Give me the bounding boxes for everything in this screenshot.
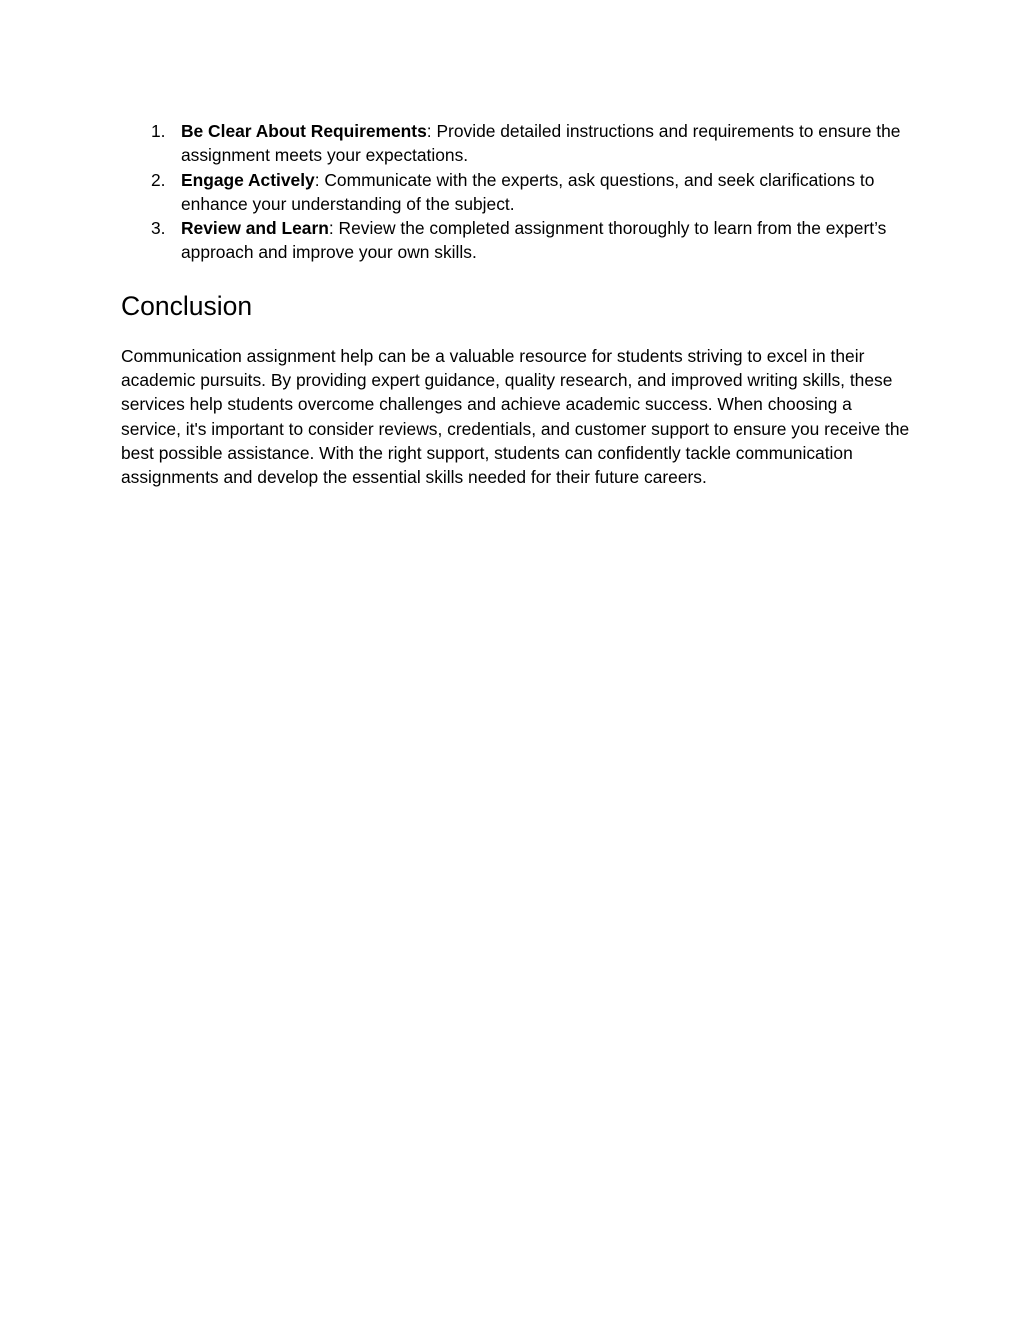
list-item-text: : Communicate with the experts, ask questions, and seek clarifications to enhance your understanding of the subject. — [181, 169, 875, 214]
list-number: 2. — [151, 169, 166, 190]
list-item-term: Be Clear About Requirements — [181, 121, 427, 141]
list-number: 3. — [151, 218, 166, 239]
list-item-text: : Review the completed assignment thoroughly to learn from the expert’s approach and improve your own skills. — [181, 218, 887, 263]
list-item-text: : Provide detailed instructions and requirements to ensure the assignment meets your expectations. — [181, 121, 901, 166]
list-item — [121, 168, 911, 217]
conclusion-heading: Conclusion — [121, 290, 253, 321]
page-content — [121, 119, 911, 490]
list-item-term: Engage Actively — [181, 169, 315, 190]
list-number: 1. — [151, 121, 166, 141]
list-item — [121, 119, 911, 168]
conclusion-paragraph: Communication assignment help can be a valuable resource for students striving to excel in their academic pursuits. By providing expert guidance, quality research, and improved writing skills, these services help students overcome challenges and achieve academic success. When choosing a service, it's important to consider reviews, credentials, and customer support to ensure you receive the best possible assistance. With the right support, students can confidently tackle communication assignments and develop the essential skills needed for their future careers. — [121, 345, 910, 488]
tips-list — [121, 119, 911, 265]
list-item-term: Review and Learn — [181, 218, 329, 239]
list-item — [121, 216, 911, 265]
